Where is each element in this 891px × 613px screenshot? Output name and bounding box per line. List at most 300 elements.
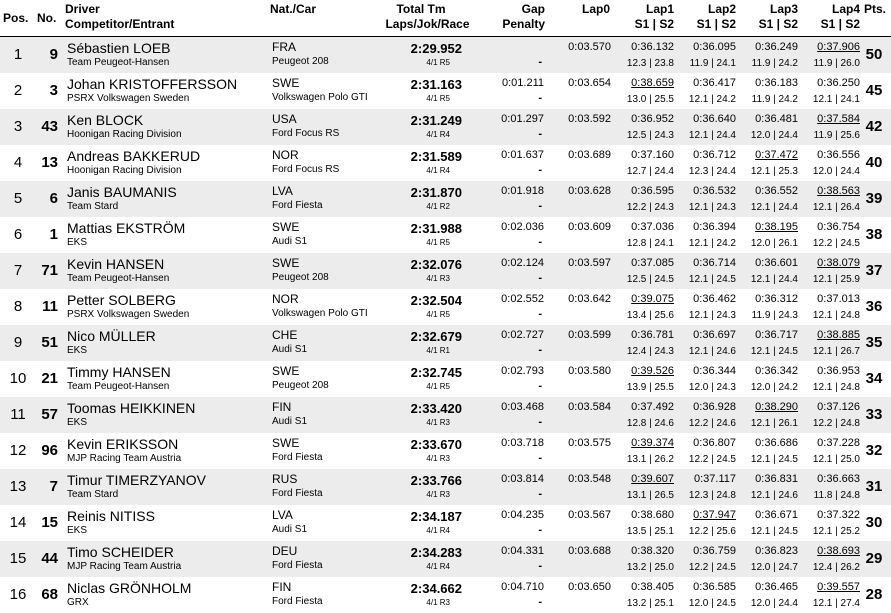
table-row (0, 217, 891, 253)
points: 31 (865, 478, 883, 495)
gap: 0:02.727 (501, 329, 544, 341)
lap1-sectors: 12.8 | 24.1 (626, 238, 674, 249)
lap1-sectors: 12.2 | 24.3 (626, 202, 674, 213)
table-row (0, 577, 891, 613)
lap3-sectors: 12.1 | 26.1 (750, 418, 798, 429)
points: 42 (865, 118, 883, 135)
lap1-time: 0:38.659 (631, 77, 674, 89)
lap3-sectors: 12.1 | 24.5 (750, 526, 798, 537)
driver-name: Timur TIMERZYANOV (67, 472, 206, 488)
car-model: Peugeot 208 (272, 56, 329, 67)
lap1-sectors: 12.3 | 23.8 (626, 58, 674, 69)
lap1-time: 0:38.405 (631, 581, 674, 593)
lap1-sectors: 13.1 | 26.5 (626, 490, 674, 501)
lap1-time: 0:37.085 (631, 257, 674, 269)
team-name: EKS (67, 237, 88, 248)
lap1-sectors: 13.5 | 25.1 (626, 526, 674, 537)
lap2-sectors: 12.3 | 24.8 (688, 490, 736, 501)
lap2-time: 0:36.697 (693, 329, 736, 341)
table-row (0, 433, 891, 469)
lap3-sectors: 12.0 | 24.4 (750, 598, 798, 609)
lap2-sectors: 12.2 | 24.5 (688, 454, 736, 465)
lap1-sectors: 12.5 | 24.3 (626, 130, 674, 141)
nationality: FIN (272, 400, 292, 414)
table-row (0, 73, 891, 109)
lap0-time: 0:03.689 (568, 149, 611, 161)
penalty: - (538, 524, 542, 536)
position: 13 (9, 478, 27, 495)
penalty: - (538, 308, 542, 320)
lap2-time: 0:36.417 (693, 77, 736, 89)
laps-jok-race: 4/1 R5 (426, 94, 450, 103)
lap1-time: 0:36.781 (631, 329, 674, 341)
car-model: Ford Fiesta (272, 596, 323, 607)
header-natcar: Nat./Car (270, 2, 317, 16)
position: 4 (13, 154, 23, 171)
position: 9 (13, 334, 23, 351)
penalty: - (538, 560, 542, 572)
lap4-sectors: 12.1 | 26.4 (812, 202, 860, 213)
driver-name: Reinis NITISS (67, 508, 155, 524)
lap4-sectors: 12.2 | 24.8 (812, 418, 860, 429)
lap3-sectors: 12.0 | 24.2 (750, 382, 798, 393)
lap4-sectors: 11.9 | 26.0 (813, 58, 860, 69)
driver-name: Ken BLOCK (67, 112, 144, 128)
gap: 0:04.710 (501, 581, 544, 593)
nationality: FRA (272, 40, 296, 54)
car-number: 44 (41, 550, 58, 567)
gap: 0:02.036 (501, 221, 544, 233)
team-name: MJP Racing Team Austria (67, 561, 182, 572)
car-number: 7 (49, 478, 58, 495)
points: 33 (865, 406, 883, 423)
car-number: 11 (42, 298, 58, 315)
lap2-sectors: 12.1 | 24.2 (688, 94, 736, 105)
lap4-sectors: 12.1 | 25.9 (812, 274, 860, 285)
total-time: 2:32.076 (410, 257, 462, 272)
lap0-time: 0:03.642 (568, 293, 611, 305)
lap0-time: 0:03.575 (568, 437, 611, 449)
nationality: SWE (272, 364, 300, 378)
lap2-time: 0:36.585 (693, 581, 736, 593)
lap4-sectors: 12.1 | 26.7 (812, 346, 860, 357)
lap4-time: 0:36.754 (817, 221, 860, 233)
table-row (0, 253, 891, 289)
nationality: SWE (272, 76, 300, 90)
driver-name: Toomas HEIKKINEN (67, 400, 196, 416)
points: 40 (865, 154, 883, 171)
laps-jok-race: 4/1 R5 (426, 310, 450, 319)
total-time: 2:32.745 (410, 365, 462, 380)
lap4-time: 0:37.126 (817, 401, 860, 413)
lap2-sectors: 12.1 | 24.5 (688, 274, 736, 285)
team-name: Team Stard (67, 201, 119, 212)
lap3-time: 0:38.290 (755, 401, 798, 413)
lap1-time: 0:39.075 (631, 293, 674, 305)
table-header (0, 0, 891, 37)
total-time: 2:31.589 (410, 149, 462, 164)
lap1-sectors: 12.7 | 24.4 (626, 166, 674, 177)
lap4-sectors: 12.2 | 24.5 (812, 238, 860, 249)
driver-name: Sébastien LOEB (67, 40, 171, 56)
lap2-sectors: 12.1 | 24.3 (688, 310, 736, 321)
lap1-time: 0:37.036 (631, 221, 674, 233)
car-model: Audi S1 (272, 236, 308, 247)
lap4-time: 0:36.953 (817, 365, 860, 377)
car-model: Ford Fiesta (272, 560, 323, 571)
car-number: 71 (41, 262, 58, 279)
lap2-sectors: 12.0 | 24.5 (688, 598, 736, 609)
penalty: - (538, 452, 542, 464)
lap0-time: 0:03.570 (568, 41, 611, 53)
lap2-sectors: 11.9 | 24.1 (689, 58, 736, 69)
points: 37 (865, 262, 883, 279)
lap0-time: 0:03.597 (568, 257, 611, 269)
header-lap4: Lap4 (831, 2, 860, 16)
lap4-time: 0:38.693 (817, 545, 860, 557)
driver-name: Johan KRISTOFFERSSON (67, 76, 238, 92)
lap4-sectors: 12.4 | 26.2 (812, 562, 860, 573)
lap2-time: 0:36.095 (693, 41, 736, 53)
position: 15 (9, 550, 27, 567)
gap: 0:04.331 (501, 545, 544, 557)
penalty: - (538, 596, 542, 608)
position: 10 (9, 370, 27, 387)
lap2-time: 0:37.117 (693, 473, 736, 485)
total-time: 2:32.504 (410, 293, 462, 308)
lap0-time: 0:03.584 (568, 401, 611, 413)
penalty: - (538, 272, 542, 284)
lap3-sectors: 11.9 | 24.2 (751, 58, 798, 69)
position: 7 (13, 262, 23, 279)
lap2-sectors: 12.1 | 24.2 (688, 238, 736, 249)
total-time: 2:34.662 (410, 581, 462, 596)
lap4-sectors: 12.1 | 24.8 (812, 382, 860, 393)
total-time: 2:32.679 (410, 329, 462, 344)
lap1-sectors: 13.9 | 25.5 (626, 382, 674, 393)
penalty: - (538, 200, 542, 212)
points: 36 (865, 298, 883, 315)
driver-name: Janis BAUMANIS (67, 184, 177, 200)
header-competitor: Competitor/Entrant (65, 17, 175, 31)
lap3-sectors: 12.1 | 24.4 (750, 274, 798, 285)
nationality: LVA (272, 508, 293, 522)
lap1-sectors: 12.8 | 24.6 (626, 418, 674, 429)
lap3-time: 0:36.312 (755, 293, 798, 305)
table-row (0, 397, 891, 433)
lap4-sectors: 12.1 | 25.0 (812, 454, 860, 465)
team-name: Team Stard (67, 489, 119, 500)
lap3-time: 0:36.552 (755, 185, 798, 197)
laps-jok-race: 4/1 R4 (426, 526, 450, 535)
lap1-sectors: 13.4 | 25.6 (626, 310, 674, 321)
lap4-time: 0:38.563 (817, 185, 860, 197)
driver-name: Petter SOLBERG (67, 292, 176, 308)
position: 6 (13, 226, 23, 243)
team-name: Hoonigan Racing Division (67, 129, 182, 140)
nationality: NOR (272, 292, 299, 306)
lap3-sectors: 12.0 | 24.7 (750, 562, 798, 573)
penalty: - (538, 380, 542, 392)
table-row (0, 469, 891, 505)
car-model: Audi S1 (272, 416, 308, 427)
lap3-time: 0:38.195 (755, 221, 798, 233)
lap2-sectors: 12.1 | 24.4 (688, 130, 736, 141)
lap0-time: 0:03.592 (568, 113, 611, 125)
lap2-time: 0:36.714 (693, 257, 736, 269)
lap4-time: 0:37.906 (817, 41, 860, 53)
lap4-time: 0:38.079 (817, 257, 860, 269)
lap2-time: 0:36.712 (693, 149, 736, 161)
lap3-sectors: 12.1 | 24.4 (750, 202, 798, 213)
table-row (0, 289, 891, 325)
table-row (0, 505, 891, 541)
team-name: Team Peugeot-Hansen (67, 381, 170, 392)
position: 5 (13, 190, 23, 207)
gap: 0:01.637 (501, 149, 544, 161)
gap: 0:02.124 (501, 257, 544, 269)
lap3-time: 0:36.717 (755, 329, 798, 341)
nationality: DEU (272, 544, 298, 558)
nationality: SWE (272, 436, 300, 450)
points: 35 (865, 334, 883, 351)
nationality: LVA (272, 184, 293, 198)
table-row (0, 361, 891, 397)
header-lap3: Lap3 (769, 2, 798, 16)
lap0-time: 0:03.609 (568, 221, 611, 233)
lap4-time: 0:37.584 (817, 113, 860, 125)
lap0-time: 0:03.650 (568, 581, 611, 593)
header-lap1-sectors: S1 | S2 (634, 17, 674, 31)
lap4-sectors: 11.9 | 25.6 (813, 130, 860, 141)
points: 30 (865, 514, 883, 531)
nationality: USA (272, 112, 297, 126)
car-number: 13 (41, 154, 58, 171)
lap4-sectors: 12.1 | 24.1 (812, 94, 860, 105)
gap: 0:02.552 (501, 293, 544, 305)
laps-jok-race: 4/1 R5 (426, 238, 450, 247)
nationality: CHE (272, 328, 298, 342)
driver-name: Nico MÜLLER (67, 328, 156, 344)
position: 12 (9, 442, 27, 459)
team-name: EKS (67, 417, 88, 428)
lap1-sectors: 13.2 | 25.0 (626, 562, 674, 573)
car-number: 3 (49, 82, 58, 99)
team-name: PSRX Volkswagen Sweden (67, 93, 190, 104)
driver-name: Mattias EKSTRÖM (67, 220, 186, 236)
lap1-time: 0:39.607 (631, 473, 674, 485)
lap1-time: 0:39.526 (631, 365, 674, 377)
lap2-sectors: 12.0 | 24.3 (688, 382, 736, 393)
lap1-sectors: 13.0 | 25.5 (626, 94, 674, 105)
laps-jok-race: 4/1 R3 (426, 598, 450, 607)
lap3-sectors: 12.0 | 26.1 (750, 238, 798, 249)
car-number: 21 (41, 370, 58, 387)
lap3-time: 0:36.342 (755, 365, 798, 377)
gap: 0:03.718 (501, 437, 544, 449)
total-time: 2:29.952 (410, 41, 462, 56)
driver-name: Timo SCHEIDER (67, 544, 174, 560)
gap: 0:01.211 (501, 77, 544, 89)
lap2-sectors: 12.1 | 24.6 (688, 346, 736, 357)
laps-jok-race: 4/1 R1 (426, 346, 450, 355)
nationality: NOR (272, 148, 299, 162)
car-number: 1 (49, 226, 58, 243)
lap2-sectors: 12.1 | 24.3 (688, 202, 736, 213)
laps-jok-race: 4/1 R3 (426, 454, 450, 463)
position: 8 (13, 298, 23, 315)
points: 32 (865, 442, 883, 459)
lap2-sectors: 12.2 | 24.6 (688, 418, 736, 429)
header-lap2: Lap2 (707, 2, 736, 16)
lap3-sectors: 12.1 | 24.5 (750, 454, 798, 465)
laps-jok-race: 4/1 R2 (426, 202, 450, 211)
lap3-sectors: 12.1 | 24.5 (750, 346, 798, 357)
header-lap3-sectors: S1 | S2 (758, 17, 798, 31)
laps-jok-race: 4/1 R5 (426, 58, 450, 67)
table-row (0, 541, 891, 577)
penalty: - (538, 92, 542, 104)
gap: 0:04.235 (501, 509, 544, 521)
position: 14 (9, 514, 27, 531)
lap1-time: 0:36.595 (631, 185, 674, 197)
lap4-time: 0:37.013 (817, 293, 860, 305)
lap4-time: 0:37.228 (817, 437, 860, 449)
header-gap: Gap (521, 2, 545, 16)
lap3-time: 0:37.472 (755, 149, 798, 161)
points: 50 (865, 46, 883, 63)
car-number: 6 (49, 190, 58, 207)
lap1-time: 0:36.952 (631, 113, 674, 125)
header-driver: Driver (65, 2, 100, 16)
table-row (0, 325, 891, 361)
driver-name: Kevin HANSEN (67, 256, 165, 272)
points: 29 (865, 550, 883, 567)
gap: 0:01.918 (501, 185, 544, 197)
car-model: Ford Fiesta (272, 200, 323, 211)
total-time: 2:31.988 (410, 221, 462, 236)
total-time: 2:31.870 (410, 185, 462, 200)
lap4-time: 0:36.556 (817, 149, 860, 161)
table-row (0, 109, 891, 145)
car-model: Ford Focus RS (272, 128, 340, 139)
nationality: SWE (272, 256, 300, 270)
header-penalty: Penalty (502, 17, 545, 31)
laps-jok-race: 4/1 R3 (426, 274, 450, 283)
penalty: - (538, 56, 542, 68)
lap3-time: 0:36.249 (755, 41, 798, 53)
penalty: - (538, 164, 542, 176)
lap3-time: 0:36.183 (755, 77, 798, 89)
position: 16 (9, 586, 27, 603)
lap4-time: 0:36.250 (817, 77, 860, 89)
lap4-time: 0:38.885 (817, 329, 860, 341)
lap2-time: 0:36.640 (693, 113, 736, 125)
lap0-time: 0:03.688 (568, 545, 611, 557)
lap2-sectors: 12.2 | 25.6 (688, 526, 736, 537)
car-model: Ford Fiesta (272, 488, 323, 499)
lap3-sectors: 11.9 | 24.2 (751, 94, 798, 105)
total-time: 2:33.420 (410, 401, 462, 416)
lap4-sectors: 12.1 | 24.8 (812, 310, 860, 321)
total-time: 2:34.187 (410, 509, 462, 524)
table-row (0, 181, 891, 217)
lap2-sectors: 12.3 | 24.4 (688, 166, 736, 177)
lap0-time: 0:03.567 (568, 509, 611, 521)
lap2-time: 0:36.532 (693, 185, 736, 197)
lap2-time: 0:36.344 (693, 365, 736, 377)
penalty: - (538, 128, 542, 140)
penalty: - (538, 344, 542, 356)
points: 38 (865, 226, 883, 243)
lap4-sectors: 12.0 | 24.4 (812, 166, 860, 177)
lap2-time: 0:36.394 (693, 221, 736, 233)
position: 3 (13, 118, 23, 135)
car-model: Volkswagen Polo GTI (272, 92, 368, 103)
team-name: Team Peugeot-Hansen (67, 273, 170, 284)
driver-name: Kevin ERIKSSON (67, 436, 179, 452)
lap1-time: 0:37.160 (631, 149, 674, 161)
lap2-sectors: 12.2 | 24.5 (688, 562, 736, 573)
nationality: FIN (272, 580, 292, 594)
lap3-time: 0:36.671 (755, 509, 798, 521)
lap0-time: 0:03.654 (568, 77, 611, 89)
gap: 0:03.468 (501, 401, 544, 413)
table-row (0, 145, 891, 181)
penalty: - (538, 488, 542, 500)
header-laps-jok-race: Laps/Jok/Race (385, 17, 470, 31)
car-number: 57 (41, 406, 58, 423)
lap1-sectors: 12.4 | 24.3 (626, 346, 674, 357)
points: 39 (865, 190, 883, 207)
lap0-time: 0:03.599 (568, 329, 611, 341)
car-number: 68 (41, 586, 58, 603)
lap4-sectors: 12.1 | 27.4 (812, 598, 860, 609)
points: 34 (865, 370, 883, 387)
laps-jok-race: 4/1 R3 (426, 490, 450, 499)
gap: 0:03.814 (501, 473, 544, 485)
car-model: Audi S1 (272, 344, 308, 355)
lap3-time: 0:36.823 (755, 545, 798, 557)
car-number: 43 (41, 118, 58, 135)
points: 45 (865, 82, 883, 99)
lap4-time: 0:37.322 (817, 509, 860, 521)
lap4-time: 0:36.663 (817, 473, 860, 485)
lap3-time: 0:36.465 (755, 581, 798, 593)
driver-name: Andreas BAKKERUD (67, 148, 201, 164)
car-number: 9 (49, 46, 58, 63)
header-lap4-sectors: S1 | S2 (820, 17, 860, 31)
header-pts: Pts. (864, 2, 887, 16)
total-time: 2:31.249 (410, 113, 462, 128)
team-name: PSRX Volkswagen Sweden (67, 309, 190, 320)
lap0-time: 0:03.628 (568, 185, 611, 197)
laps-jok-race: 4/1 R4 (426, 166, 450, 175)
lap2-time: 0:36.807 (693, 437, 736, 449)
nationality: SWE (272, 220, 300, 234)
car-number: 15 (41, 514, 58, 531)
team-name: MJP Racing Team Austria (67, 453, 182, 464)
header-lap1: Lap1 (645, 2, 674, 16)
lap3-sectors: 12.1 | 24.6 (750, 490, 798, 501)
header-pos: Pos. (3, 11, 29, 25)
total-time: 2:33.766 (410, 473, 462, 488)
penalty: - (538, 416, 542, 428)
lap2-time: 0:36.759 (693, 545, 736, 557)
car-model: Ford Fiesta (272, 452, 323, 463)
lap1-sectors: 13.1 | 26.2 (626, 454, 674, 465)
driver-name: Niclas GRÖNHOLM (67, 580, 192, 596)
